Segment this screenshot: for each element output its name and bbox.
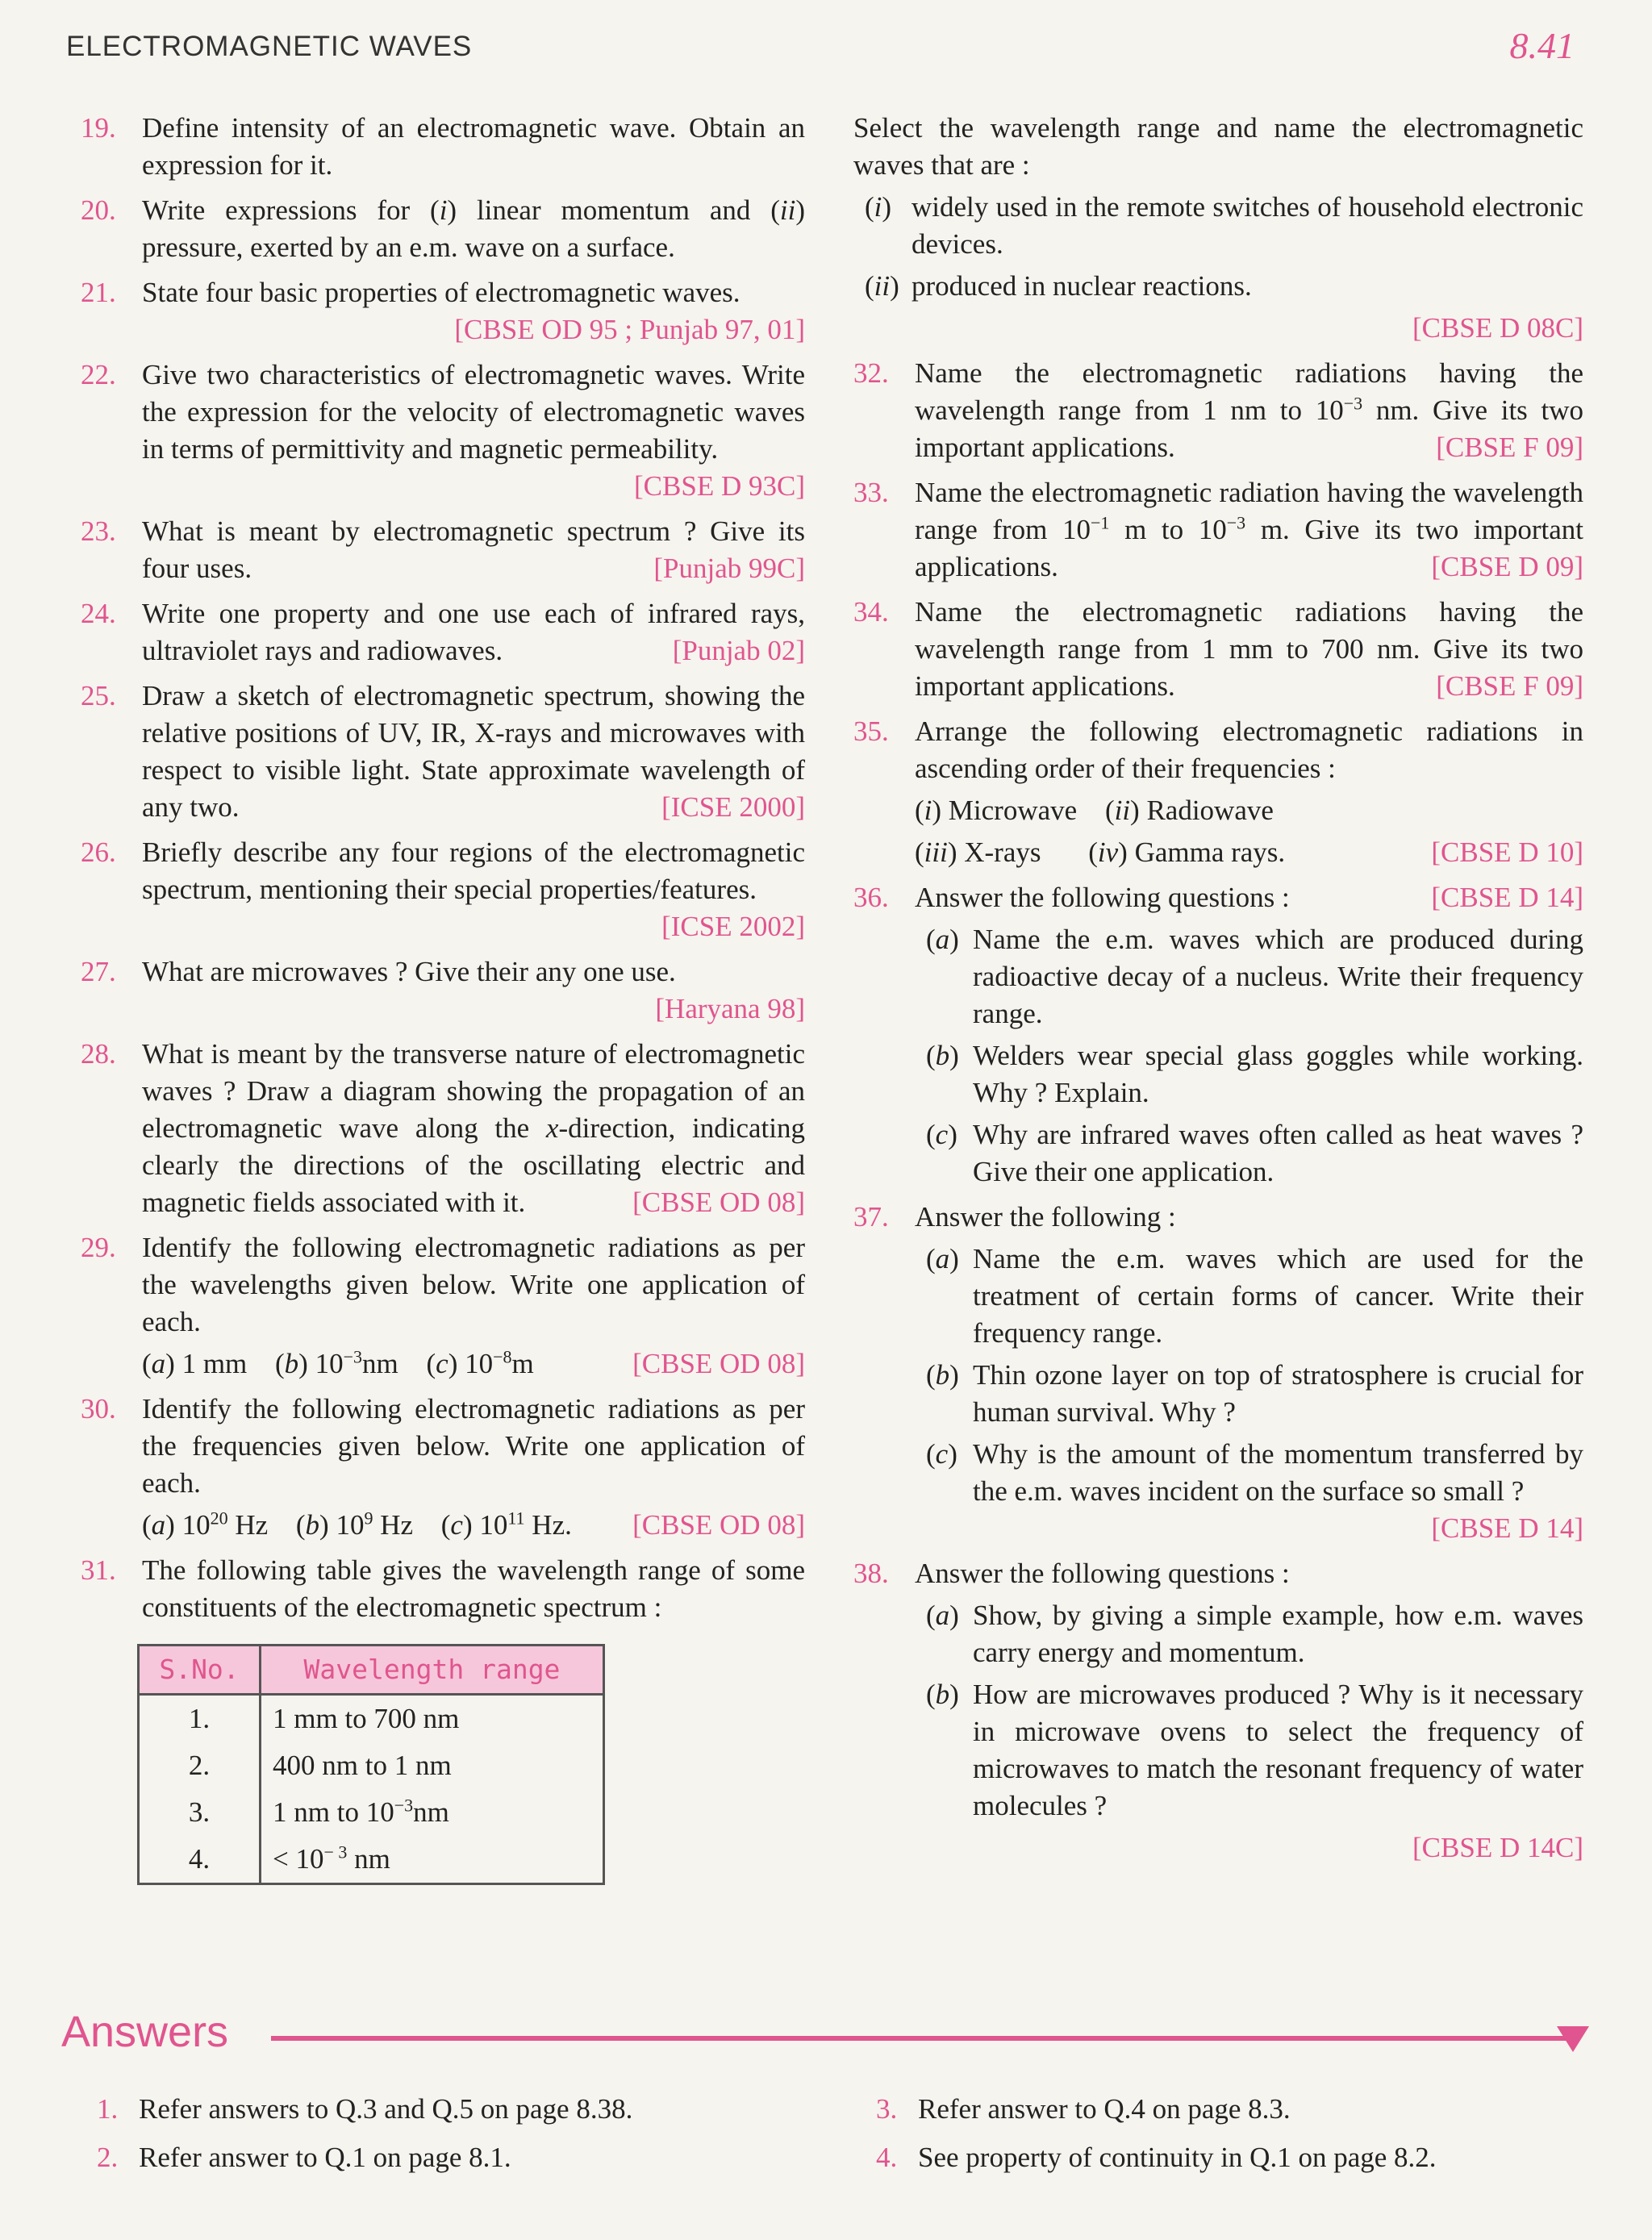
question-21 [81, 274, 805, 348]
exam-citation: [ICSE 2002] [661, 911, 805, 942]
exam-citation: [CBSE D 10] [1431, 836, 1583, 868]
question-number: 30. [81, 1393, 116, 1425]
question-number: 25. [81, 680, 116, 711]
options-row: (a) $10^{20}$ Hz (b) $10^9$ Hz (c) $10^{11}$ Hz. [CBSE OD 08] [142, 1507, 805, 1544]
wavelength-table [137, 1644, 605, 1885]
exam-citation: [Haryana 98] [655, 993, 805, 1024]
question-text: State four basic properties of electromagnetic waves. [CBSE OD 95 ; Punjab 97, 01] [142, 274, 805, 348]
sub-question: (ii) produced in nuclear reactions. [865, 270, 1252, 302]
exam-citation: [CBSE D 09] [1431, 551, 1583, 582]
question-text: Answer the following questions : [915, 1558, 1290, 1589]
question-31 [81, 1552, 805, 1626]
question-number: 27. [81, 956, 116, 987]
sub-question: (b) Thin ozone layer on top of stratosphere is crucial for human survival. Why ? [926, 1359, 1583, 1428]
question-number: 22. [81, 359, 116, 390]
question-24 [81, 595, 805, 669]
chapter-title: ELECTROMAGNETIC WAVES [66, 31, 473, 62]
exam-citation: [CBSE OD 08] [632, 1187, 805, 1218]
exam-citation: [CBSE D 14C] [1412, 1832, 1583, 1863]
table-cell: < $10^{- 3}$ nm [261, 1836, 604, 1884]
question-30 [81, 1391, 805, 1544]
sub-question: (b) Welders wear special glass goggles while working. Why ? Explain. [926, 1040, 1583, 1108]
question-text: Name the electromagnetic radiation having the wavelength range from $10^{-1}$ m to $10^{-3}$ m. Give its two important applications. [CBSE D 09] [915, 474, 1583, 586]
question-number: 37. [853, 1201, 889, 1233]
question-text: What is meant by electromagnetic spectrum ? Give its four uses. [Punjab 99C] [142, 513, 805, 587]
question-number: 35. [853, 715, 889, 747]
question-text: Name the electromagnetic radiations having the wavelength range from 1 nm to $10^{-3}$ nm. Give its two important applications. [CBSE F 09] [915, 355, 1583, 466]
table-header-row [139, 1646, 604, 1695]
question-number: 21. [81, 277, 116, 308]
table-cell: 3. [139, 1789, 261, 1836]
question-number: 38. [853, 1558, 889, 1589]
exam-citation: [CBSE OD 08] [632, 1509, 805, 1541]
question-35 [853, 713, 1583, 871]
sub-question: (a) Name the e.m. waves which are used for the treatment of certain forms of cancer. Write their frequency range. [926, 1243, 1583, 1349]
question-27 [81, 953, 805, 1028]
question-text: Select the wavelength range and name the electromagnetic waves that are : [853, 112, 1583, 181]
question-31-continued [853, 110, 1583, 347]
question-25 [81, 678, 805, 826]
question-22 [81, 357, 805, 505]
question-text: What are microwaves ? Give their any one use. [142, 956, 676, 987]
sub-question: (b) How are microwaves produced ? Why is it necessary in microwave ovens to select the frequency of microwaves to match the resonant frequency of water molecules ? [926, 1679, 1583, 1821]
answer-item: 4. See property of continuity in Q.1 on page 8.2. [876, 2142, 1437, 2173]
question-number: 32. [853, 357, 889, 389]
exam-citation: [CBSE OD 95 ; Punjab 97, 01] [454, 314, 805, 345]
table-cell: 1. [139, 1695, 261, 1743]
page-number: 8.41 [1509, 25, 1575, 66]
table-cell: 2. [139, 1742, 261, 1789]
left-column [81, 110, 805, 1885]
question-text: Arrange the following electromagnetic radiations in ascending order of their frequencies : [915, 715, 1583, 784]
question-text: Give two characteristics of electromagnetic waves. Write the expression for the velocity of electromagnetic waves in terms of permittivity and magnetic permeability. [CBSE D 93C] [142, 357, 805, 505]
table-cell: 1 mm to 700 nm [261, 1695, 604, 1743]
sub-question: (i) widely used in the remote switches of household electronic devices. [865, 191, 1583, 260]
exam-citation: [Punjab 99C] [653, 553, 805, 584]
table-row [139, 1836, 604, 1884]
question-text: Identify the following electromagnetic radiations as per the frequencies given below. Write one application of each. [142, 1393, 805, 1499]
sub-question: (a) Name the e.m. waves which are produced during radioactive decay of a nucleus. Write their frequency range. [926, 924, 1583, 1029]
question-number: 34. [853, 596, 889, 628]
table-row [139, 1789, 604, 1836]
question-text: Identify the following electromagnetic radiations as per the wavelengths given below. Write one application of each. [142, 1232, 805, 1337]
question-26 [81, 834, 805, 945]
question-34 [853, 594, 1583, 705]
question-text: Name the electromagnetic radiations having the wavelength range from 1 mm to 700 nm. Give its two important applications. [CBSE F 09] [915, 594, 1583, 705]
exam-citation: [CBSE D 14] [1431, 882, 1583, 913]
question-number: 26. [81, 836, 116, 868]
table-header: S.No. [139, 1646, 261, 1695]
options-row: (a) 1 mm (b) $10^{-3}nm$ (c) $10^{-8}m$ [CBSE OD 08] [142, 1345, 805, 1383]
answer-item: 2. Refer answer to Q.1 on page 8.1. [97, 2142, 511, 2173]
table-cell: 400 nm to 1 nm [261, 1742, 604, 1789]
question-28 [81, 1036, 805, 1221]
question-number: 28. [81, 1038, 116, 1070]
exam-citation: [ICSE 2000] [661, 791, 805, 823]
question-number: 33. [853, 477, 889, 508]
question-number: 20. [81, 194, 116, 226]
question-number: 31. [81, 1554, 116, 1586]
question-33 [853, 474, 1583, 586]
sub-question: (a) Show, by giving a simple example, how e.m. waves carry energy and momentum. [926, 1600, 1583, 1668]
question-text: Draw a sketch of electromagnetic spectrum, showing the relative positions of UV, IR, X-rays and microwaves with respect to visible light. State approximate wavelength of any two. [ICSE 2000] [142, 678, 805, 826]
table-row [139, 1695, 604, 1743]
question-number: 19. [81, 112, 116, 144]
question-37 [853, 1199, 1583, 1547]
options-row: (i) Microwave (ii) Radiowave [915, 795, 1274, 826]
question-text: Answer the following : [915, 1201, 1176, 1233]
exam-citation: [CBSE F 09] [1436, 670, 1583, 702]
question-19 [81, 110, 805, 184]
question-text: What is meant by the transverse nature of electromagnetic waves ? Draw a diagram showing the propagation of an electromagnetic wave along the x-direction, indicating clearly the directions of the oscillating electric and magnetic fields associated with it. [CBSE OD 08] [142, 1036, 805, 1221]
table-row [139, 1742, 604, 1789]
answers-heading: Answers [61, 2008, 229, 2056]
question-20 [81, 192, 805, 266]
question-29 [81, 1229, 805, 1383]
exam-citation: [CBSE D 93C] [634, 470, 805, 502]
table-header: Wavelength range [261, 1646, 604, 1695]
sub-question: (c) Why are infrared waves often called as heat waves ? Give their one application. [926, 1119, 1583, 1187]
table-cell: 4. [139, 1836, 261, 1884]
exam-citation: [Punjab 02] [672, 635, 805, 666]
answers-divider [271, 2036, 1576, 2041]
question-23 [81, 513, 805, 587]
question-number: 23. [81, 515, 116, 547]
question-number: 29. [81, 1232, 116, 1263]
question-text: Write one property and one use each of infrared rays, ultraviolet rays and radiowaves. [Punjab 02] [142, 595, 805, 669]
answer-item: 3. Refer answer to Q.4 on page 8.3. [876, 2093, 1291, 2125]
question-number: 24. [81, 598, 116, 629]
question-38 [853, 1555, 1583, 1867]
question-text: Briefly describe any four regions of the electromagnetic spectrum, mentioning their special properties/features. [ICSE 2002] [142, 834, 805, 945]
question-text: Define intensity of an electromagnetic wave. Obtain an expression for it. [142, 112, 805, 181]
exam-citation: [CBSE D 14] [1431, 1512, 1583, 1544]
exam-citation: [CBSE OD 08] [632, 1348, 805, 1379]
question-text: Answer the following questions : [CBSE D 14] [915, 879, 1583, 916]
options-row: (iii) X-rays (iv) Gamma rays. [CBSE D 10] [915, 834, 1583, 871]
exam-citation: [CBSE D 08C] [1412, 312, 1583, 344]
right-column [853, 110, 1583, 1875]
answer-item: 1. Refer answers to Q.3 and Q.5 on page 8.38. [97, 2093, 633, 2125]
question-number: 36. [853, 882, 889, 913]
exam-citation: [CBSE F 09] [1436, 432, 1583, 463]
table-cell: 1 nm to $10^{-3}nm$ [261, 1789, 604, 1836]
question-text: The following table gives the wavelength range of some constituents of the electromagnetic spectrum : [142, 1554, 805, 1623]
sub-question: (c) Why is the amount of the momentum transferred by the e.m. waves incident on the surface so small ? [CBSE D 14] [915, 1436, 1583, 1547]
triangle-down-icon [1557, 2026, 1589, 2052]
question-text: Write expressions for (i) linear momentum and (ii) pressure, exerted by an e.m. wave on a surface. [142, 194, 805, 263]
question-32 [853, 355, 1583, 466]
question-36 [853, 879, 1583, 1191]
